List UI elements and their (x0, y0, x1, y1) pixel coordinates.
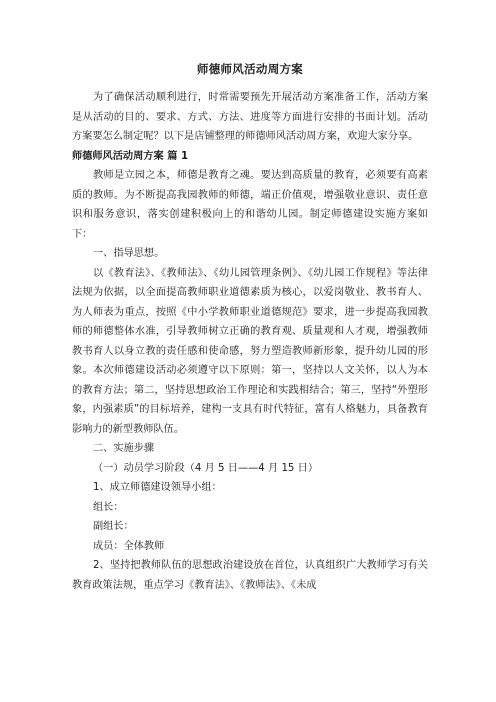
section-heading: 师德师风活动周方案 篇 1 (72, 150, 189, 162)
document-title: 师德师风活动周方案 (196, 62, 304, 76)
document-page (72, 60, 428, 595)
body-paragraph-1: 教师是立园之本，师德是教育之魂。要达到高质量的教育，必须要有高素质的教师。为不断提高我园教师的师德，端正价值观，增强敬业意识、责任意识和服务意识，落实创建积极向上的和谐幼儿园。制定师德建设实施方案如下： (72, 170, 428, 240)
item-heading-implementation-steps: 二、实施步骤 (93, 443, 155, 454)
body-paragraph-2: 以《教育法》、《教师法》、《幼儿园管理条例》、《幼儿园工作规程》等法律法规为依据，以全面提高教师职业道德素质为核心，以爱岗敬业、教书育人、为人师表为重点，按照《中小学教师职业道德规范》要求，进一步提高我园教师的师德整体水准，引导教师树立正确的教育观、质量观和人才观，增强教师教书育人以身立教的责任感和使命感，努力塑造教师新形象，提升幼儿园的形象。本次师德建设活动必须遵守以下原则：第一，坚持以人文关怀，以人为本的教育方法；第二，坚持思想政治工作理论和实践相结合；第三，坚持“外塑形象，内强素质”的目标培养，建构一支具有时代特征，富有人格魅力，具备教育影响力的新型教师队伍。 (72, 267, 428, 435)
deputy-leader-line: 副组长： (93, 521, 134, 532)
members-line: 成员：全体教师 (93, 540, 165, 552)
item-heading-guiding-ideology: 一、指导思想。 (93, 248, 165, 259)
step-form-leading-group: 1、成立师德建设领导小组： (93, 482, 222, 493)
group-leader-line: 组长： (93, 501, 124, 513)
intro-paragraph: 为了确保活动顺利进行，时常需要预先开展活动方案准备工作，活动方案是从活动的目的、要求、方式、方法、进度等方面进行安排的书面计划。活动方案要怎么制定呢？以下是店铺整理的师德师风活动周方案，欢迎大家分享。 (72, 92, 428, 142)
stage-mobilization-study: （一）动员学习阶段（4 月 5 日——4 月 15 日） (93, 462, 319, 474)
body-paragraph-3: 2、坚持把教师队伍的思想政治建设放在首位，认真组织广大教师学习有关教育政策法规，重点学习《教育法》、《教师法》、《未成 (72, 560, 428, 591)
